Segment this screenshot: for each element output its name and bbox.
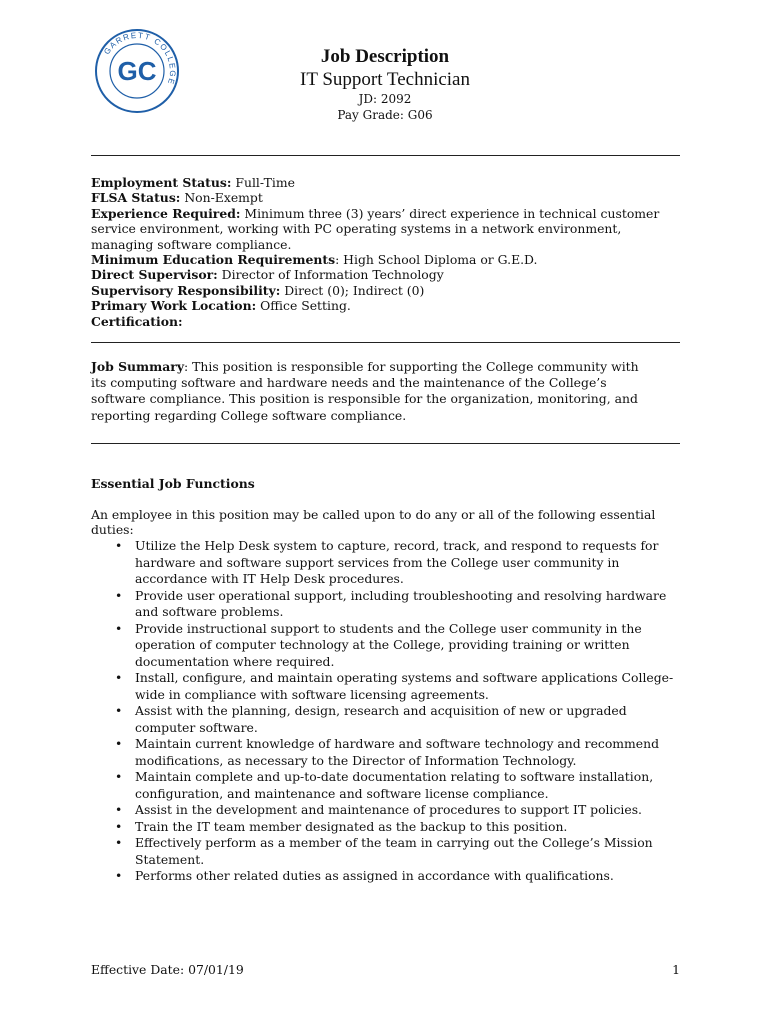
essential-intro: An employee in this position may be called upon to do any or all of the following essential duties:: [91, 507, 656, 538]
list-item: [91, 835, 687, 868]
list-item: [91, 802, 687, 819]
bullet-icon: •: [115, 736, 123, 751]
detail-row: [91, 252, 683, 267]
bullet-icon: •: [115, 818, 123, 834]
duty-text: Train the IT team member designated as the backup to this position.: [135, 818, 568, 834]
list-item: [91, 588, 687, 621]
job-summary-text: : This position is responsible for supporting the College community with its computing software and hardware needs and the maintenance of the College’s software compliance. This position is responsible for the organization, monitoring, and reporting regarding College software compliance.: [91, 359, 639, 423]
job-summary-label: Job Summary: [91, 359, 185, 374]
detail-value: Direct (0); Indirect (0): [280, 282, 425, 298]
bullet-icon: •: [115, 868, 123, 883]
duty-text: Maintain current knowledge of hardware and software technology and recommend modifications, as necessary to the Director of Information Technology.: [135, 736, 660, 768]
detail-row: [91, 206, 683, 252]
bullet-icon: •: [115, 802, 123, 817]
detail-label: Supervisory Responsibility:: [91, 282, 281, 298]
list-item: [91, 538, 687, 588]
bullet-icon: •: [115, 538, 123, 553]
seal-ring-text: GARRETT COLLEGE: [102, 30, 178, 87]
detail-label: Direct Supervisor:: [91, 267, 218, 283]
bullet-icon: •: [115, 587, 123, 603]
detail-value: Director of Information Technology: [217, 267, 444, 283]
detail-value: Office Setting.: [256, 298, 351, 314]
pay-grade: Pay Grade: G06: [337, 108, 433, 122]
divider: [91, 155, 680, 156]
jd-number: JD: 2092: [358, 92, 412, 106]
detail-label: Certification:: [91, 313, 183, 329]
job-title: IT Support Technician: [300, 69, 470, 90]
duty-text: Performs other related duties as assigned in accordance with qualifications.: [135, 868, 614, 883]
detail-row: [91, 175, 683, 190]
detail-label: Experience Required:: [91, 205, 241, 221]
duty-text: Provide instructional support to students and the College user community in the operation of computer technology at the College, providing training or written documentation where required.: [135, 620, 642, 669]
essential-duties-list: [91, 538, 687, 885]
detail-label: Employment Status:: [91, 175, 232, 190]
list-item: [91, 670, 687, 703]
duty-text: Assist in the development and maintenance of procedures to support IT policies.: [135, 802, 642, 817]
list-item: [91, 769, 687, 802]
list-item: [91, 703, 687, 736]
duty-text: Install, configure, and maintain operating systems and software applications College-wide in compliance with software licensing agreements.: [135, 670, 674, 702]
detail-value: Full-Time: [231, 175, 295, 190]
list-item: [91, 868, 687, 885]
page-title: Job Description: [320, 46, 450, 67]
duty-text: Provide user operational support, including troubleshooting and resolving hardware and software problems.: [135, 587, 667, 619]
bullet-icon: •: [115, 670, 123, 685]
seal-monogram: GC: [117, 56, 157, 86]
bullet-icon: •: [115, 703, 123, 718]
detail-row: [91, 314, 683, 329]
page-number: 1: [672, 962, 680, 977]
detail-value: Minimum three (3) years’ direct experience in technical customer service environment, working with PC operating systems in a network environment, managing software compliance.: [91, 205, 660, 252]
detail-row: [91, 267, 683, 282]
job-details: [91, 175, 683, 329]
detail-row: [91, 283, 683, 298]
list-item: [91, 621, 687, 671]
list-item: [91, 736, 687, 769]
list-item: [91, 819, 687, 836]
duty-text: Effectively perform as a member of the team in carrying out the College’s Mission Statement.: [135, 835, 653, 867]
detail-label: FLSA Status:: [91, 190, 181, 206]
detail-label: Minimum Education Requirements: [91, 252, 336, 268]
detail-value: : High School Diploma or G.E.D.: [335, 252, 538, 268]
detail-row: [91, 190, 683, 205]
divider: [91, 342, 680, 343]
job-summary: [91, 359, 651, 424]
duty-text: Maintain complete and up-to-date documentation relating to software installation, configuration, and maintenance and software license compliance.: [135, 769, 654, 801]
bullet-icon: •: [115, 620, 123, 636]
detail-row: [91, 298, 683, 313]
effective-date: Effective Date: 07/01/19: [91, 962, 244, 977]
detail-label: Primary Work Location:: [91, 298, 257, 314]
divider: [91, 443, 680, 444]
college-seal-icon: [94, 28, 180, 114]
duty-text: Assist with the planning, design, research and acquisition of new or upgraded computer software.: [135, 703, 627, 735]
section-title: Essential Job Functions: [91, 476, 255, 491]
document-header: [230, 46, 540, 123]
bullet-icon: •: [115, 835, 123, 850]
detail-value: Non-Exempt: [180, 190, 263, 206]
duty-text: Utilize the Help Desk system to capture, record, track, and respond to requests for hardware and software support services from the College user community in accordance with IT Help Desk procedures.: [135, 538, 659, 586]
bullet-icon: •: [115, 769, 123, 784]
